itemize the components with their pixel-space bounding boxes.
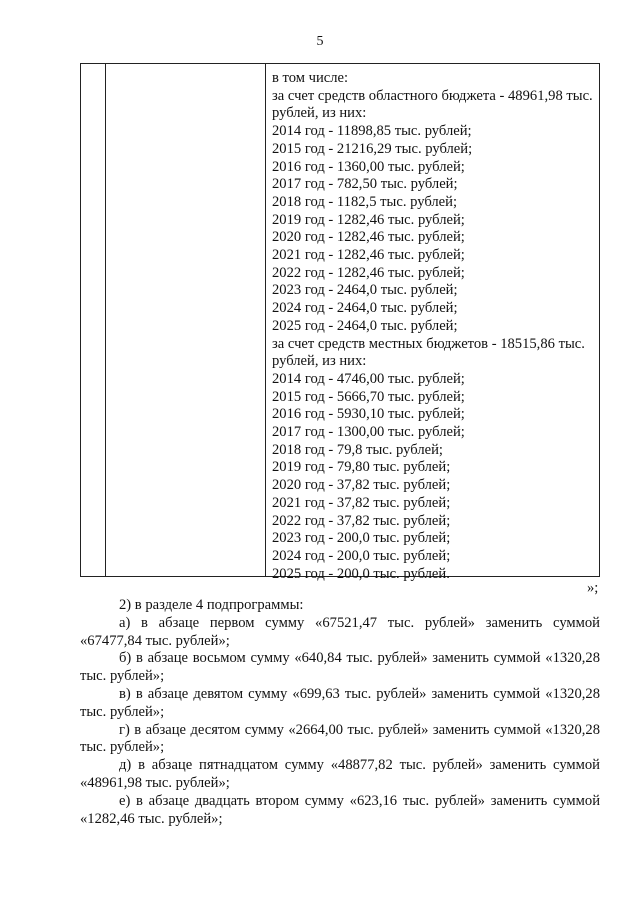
paragraph: г) в абзаце десятом сумму «2664,00 тыс. рублей» заменить суммой «1320,28 тыс. рублей»;: [80, 721, 600, 756]
table-line: 2025 год - 200,0 тыс. рублей.: [272, 565, 450, 582]
paragraph: а) в абзаце первом сумму «67521,47 тыс. рублей» заменить суммой «67477,84 тыс. рублей»;: [80, 614, 600, 649]
budget-table: [80, 63, 600, 582]
page-number: 5: [316, 34, 324, 49]
table-line: 2019 год - 1282,46 тыс. рублей;: [272, 211, 465, 228]
table-line: за счет средств местных бюджетов - 18515,86 тыс. рублей, из них:: [272, 335, 585, 370]
amendment-paragraphs: [80, 597, 600, 828]
table-line: 2020 год - 1282,46 тыс. рублей;: [272, 229, 465, 246]
table-line: 2024 год - 200,0 тыс. рублей;: [272, 547, 451, 564]
table-line: 2014 год - 11898,85 тыс. рублей;: [272, 123, 472, 140]
table-line: 2019 год - 79,80 тыс. рублей;: [272, 459, 451, 476]
table-line: 2015 год - 21216,29 тыс. рублей;: [272, 140, 473, 157]
table-line: 2021 год - 1282,46 тыс. рублей;: [272, 247, 465, 264]
table-line: 2024 год - 2464,0 тыс. рублей;: [272, 300, 458, 317]
table-line: 2017 год - 782,50 тыс. рублей;: [272, 176, 458, 193]
table-cell-funding: [272, 70, 593, 583]
table-line: 2021 год - 37,82 тыс. рублей;: [272, 494, 451, 511]
table-line: 2022 год - 1282,46 тыс. рублей;: [272, 264, 465, 281]
table-line: 2017 год - 1300,00 тыс. рублей;: [272, 424, 465, 441]
table-column-divider: [265, 64, 266, 576]
table-line: 2023 год - 2464,0 тыс. рублей;: [272, 282, 458, 299]
table-line: 2015 год - 5666,70 тыс. рублей;: [272, 388, 465, 405]
paragraph: д) в абзаце пятнадцатом сумму «48877,82 тыс. рублей» заменить суммой «48961,98 тыс. рублей»;: [80, 757, 600, 791]
paragraph: б) в абзаце восьмом сумму «640,84 тыс. рублей» заменить суммой «1320,28 тыс. рублей»;: [80, 650, 600, 685]
table-line: 2016 год - 1360,00 тыс. рублей;: [272, 158, 465, 175]
table-line: 2018 год - 1182,5 тыс. рублей;: [272, 193, 458, 210]
table-line: в том числе:: [272, 70, 349, 86]
table-line: 2016 год - 5930,10 тыс. рублей;: [272, 406, 465, 423]
closing-quote: »;: [587, 580, 599, 596]
paragraph: 2) в разделе 4 подпрограммы:: [119, 597, 304, 613]
table-line: 2023 год - 200,0 тыс. рублей;: [272, 530, 451, 547]
table-line: 2022 год - 37,82 тыс. рублей;: [272, 512, 451, 529]
table-line: 2018 год - 79,8 тыс. рублей;: [272, 441, 443, 458]
paragraph: в) в абзаце девятом сумму «699,63 тыс. рублей» заменить суммой «1320,28 тыс. рублей»;: [80, 685, 600, 720]
table-column-divider: [105, 64, 106, 576]
table-line: за счет средств областного бюджета - 48961,98 тыс. рублей, из них:: [272, 87, 593, 122]
paragraph: е) в абзаце двадцать втором сумму «623,16 тыс. рублей» заменить суммой «1282,46 тыс. рублей»;: [80, 792, 600, 827]
table-line: 2020 год - 37,82 тыс. рублей;: [272, 477, 451, 494]
table-line: 2014 год - 4746,00 тыс. рублей;: [272, 370, 465, 387]
table-line: 2025 год - 2464,0 тыс. рублей;: [272, 317, 458, 334]
